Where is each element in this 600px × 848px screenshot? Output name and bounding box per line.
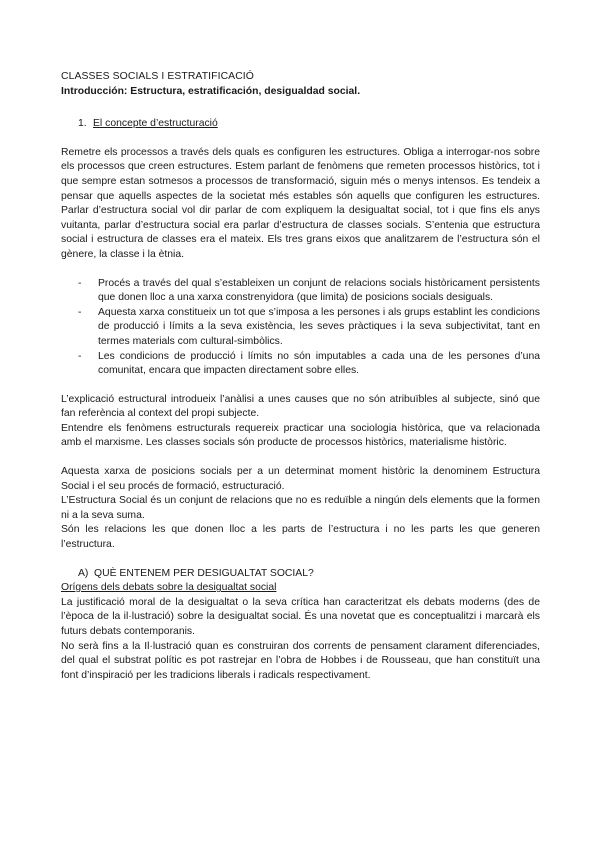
section-a-number: A) bbox=[78, 567, 89, 579]
subsection-origins-heading: Orígens dels debats sobre la desigualtat social bbox=[61, 582, 277, 594]
document-body bbox=[61, 70, 540, 683]
paragraph-enlightenment: No serà fins a la Il·lustració quan es construiran dos corrents de pensament clarament diferenciades, del qual el substrat polític es pot rastrejar en l’obra de Hobbes i de Rousseau, que han constituït una font d’inspiració per les tradicions liberals i radicals respectivament. bbox=[61, 640, 540, 681]
bullet-dash: - bbox=[78, 306, 82, 318]
section-a-title: QUÈ ENTENEM PER DESIGUALTAT SOCIAL? bbox=[94, 567, 314, 579]
paragraph-structural-explanation: L’explicació estructural introdueix l’anàlisi a unes causes que no són atribuïbles al subjecte, sinó que fan referència al context del propi subjecte. bbox=[61, 393, 540, 420]
list-item bbox=[61, 350, 540, 379]
list-item bbox=[61, 277, 540, 306]
document-subtitle: Introducción: Estructura, estratificación, desigualdad social. bbox=[61, 85, 361, 97]
bullet-dash: - bbox=[78, 277, 82, 289]
section-1-heading bbox=[61, 117, 540, 132]
section-1-number: 1. bbox=[78, 118, 87, 130]
bullet-list bbox=[61, 277, 540, 379]
list-item-text: Procés a través del qual s’estableixen un conjunt de relacions socials històricament persistents que donen lloc a una xarxa constrenyidora (que limita) de posicions socials desiguals. bbox=[98, 277, 540, 304]
paragraph-historical-sociology: Entendre els fenòmens estructurals requereix practicar una sociologia històrica, que va relacionada amb el marxisme. Les classes socials són producte de processos històrics, materialisme històric. bbox=[61, 422, 540, 449]
paragraph-moral-justification: La justificació moral de la desigualtat o la seva crítica han caracteritzat els debats moderns (des de l’època de la il·lustració) sobre la desigualtat social. És una novetat que es conceptualitzi i marcarà els futurs debats contemporanis. bbox=[61, 596, 540, 637]
paragraph-relations-parts: Són les relacions les que donen lloc a les parts de l’estructura i no les parts les que generen l’estructura. bbox=[61, 524, 540, 551]
list-item bbox=[61, 306, 540, 350]
section-a-heading bbox=[61, 567, 540, 582]
section-1-title: El concepte d’estructuració bbox=[93, 118, 218, 130]
paragraph-structuration: Remetre els processos a través dels quals es configuren les estructures. Obliga a interrogar-nos sobre els processos que creen estructures. Estem parlant de fenòmens que remeten processos històrics, tot i que sempre estan sotmesos a processos de transformació, siguin més o menys intensos. Es tendeix a pensar que aquells aspectes de la societat més estables són aquells que configuren les estructures. Parlar d’estructura social vol dir parlar de com expliquem la desigualtat social, tot i que fins els anys vuitanta, parlar d’estructura social era parlar d’estructura de classes socials. S’entenia que estructura social i estructura de classes era el mateix. Els tres grans eixos que analitzarem de l’estructura són el gènere, la classe i la ètnia. bbox=[61, 146, 540, 260]
paragraph-social-structure-relations: L’Estructura Social és un conjunt de relacions que no es reduïble a ningún dels elements que la formen ni a la seva suma. bbox=[61, 495, 540, 521]
list-item-text: Les condicions de producció i límits no són imputables a cada una de les persones d’una comunitat, encara que impacten directament sobre elles. bbox=[98, 350, 540, 377]
document-title: CLASSES SOCIALS I ESTRATIFICACIÓ bbox=[61, 71, 254, 82]
bullet-dash: - bbox=[78, 350, 82, 362]
list-item-text: Aquesta xarxa constitueix un tot que s’imposa a les persones i als grups establint les condicions de producció i límits a la seva existència, les seves pràctiques i la seva subjectivitat, tant en termes materials com cultural-simbòlics. bbox=[98, 306, 540, 347]
paragraph-social-structure-definition: Aquesta xarxa de posicions socials per a un determinat moment històric la denominem Estructura Social i el seu procés de formació, estructuració. bbox=[61, 466, 540, 492]
